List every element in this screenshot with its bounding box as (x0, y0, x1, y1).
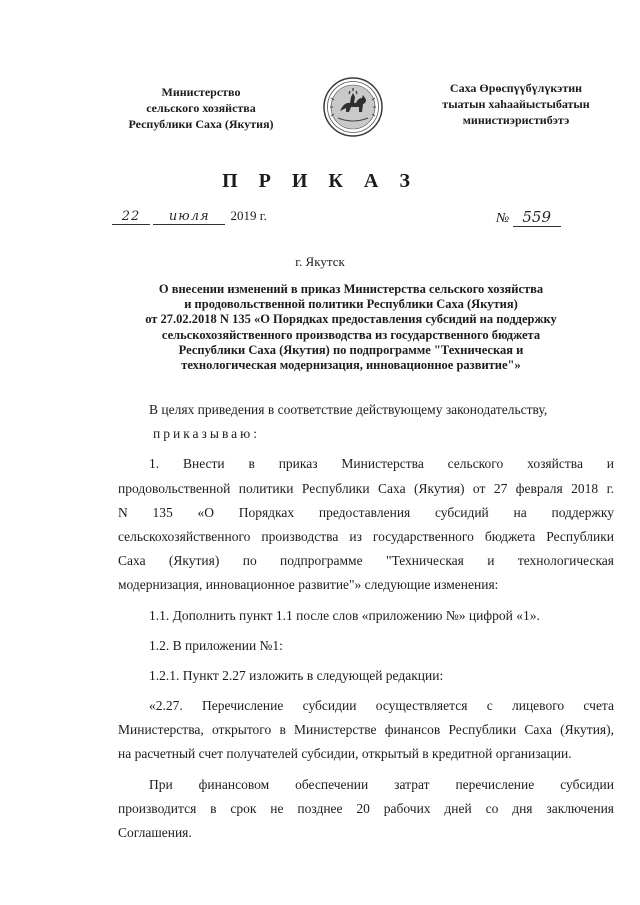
paragraph-line: продовольственной политики Республики Саха (Якутия) от 27 февраля 2018 г. (118, 480, 614, 496)
number-sign: № (496, 211, 510, 226)
date-day: 22 (112, 209, 150, 225)
subject-line: технологическая модернизация, инновационное развитие"» (181, 358, 521, 373)
subject-line: и продовольственной политики Республики Саха (Якутия) (184, 297, 518, 312)
paragraph-line: модернизация, инновационное развитие"» следующие изменения: (118, 577, 499, 593)
intro-paragraph: В целях приведения в соответствие действующему законодательству, (149, 402, 548, 417)
ministry-name-line: министиэристибэтэ (462, 113, 570, 127)
city-line: г. Якутск (295, 254, 345, 269)
ministry-name-line: сельского хозяйства (146, 101, 256, 115)
paragraph-1-1: 1.1. Дополнить пункт 1.1 после слов «приложению №» цифрой «1». (149, 607, 540, 623)
paragraph-1 (118, 452, 614, 597)
paragraph-line: «2.27. Перечисление субсидии осуществляется с лицевого счета (149, 698, 614, 714)
order-body (118, 398, 614, 845)
paragraph-line: При финансовом обеспечении затрат перечисление субсидии (149, 776, 614, 792)
paragraph-financing (118, 773, 614, 846)
subject-line: от 27.02.2018 N 135 «О Порядках предоставления субсидий на поддержку (145, 312, 557, 327)
paragraph-line: производится в срок не позднее 20 рабочих дней со дня заключения (118, 800, 614, 816)
paragraph-line: N 135 «О Порядках предоставления субсидий на поддержку (118, 504, 614, 520)
paragraph-line: Соглашения. (118, 825, 192, 840)
number-value: 559 (513, 208, 561, 227)
ministry-name-line: Саха Өрөспүүбүлүкэтин (449, 81, 583, 95)
paragraph-line: сельскохозяйственного производства из государственного бюджета Республики (118, 528, 614, 544)
date-month: июля (153, 209, 225, 225)
paragraph-line: Саха (Якутия) по подпрограмме "Техническая и технологическая (118, 553, 614, 569)
ministry-name-line: Министерство (161, 85, 241, 99)
paragraph-line: Министерства, открытого в Министерстве финансов Республики Саха (Якутия), (118, 722, 614, 738)
ministry-name-line: Республики Саха (Якутия) (128, 117, 274, 131)
order-subject (116, 282, 586, 373)
paragraph-line: 1. Внести в приказ Министерства сельского хозяйства и (149, 456, 614, 472)
subject-line: сельскохозяйственного производства из государственного бюджета (161, 327, 541, 342)
subject-line: Республики Саха (Якутия) по подпрограмме "Техническая и (178, 342, 524, 357)
ministry-name-line: тыатын хаһаайыстыбатын (442, 97, 590, 111)
order-date (112, 208, 267, 225)
ministry-name-yakut (396, 80, 636, 128)
date-year: 2019 г. (230, 208, 267, 223)
paragraph-2-27 (118, 694, 614, 767)
document-title: П Р И К А З (222, 170, 418, 192)
order-number (496, 208, 561, 227)
paragraph-1-2-1: 1.2.1. Пункт 2.27 изложить в следующей редакции: (149, 667, 444, 683)
paragraph-1-2: 1.2. В приложении №1: (149, 637, 283, 653)
order-word: приказываю: (153, 426, 260, 442)
paragraph-line: на расчетный счет получателей субсидии, открытый в кредитной организации. (118, 746, 572, 762)
republic-emblem-icon (322, 76, 384, 138)
subject-line: О внесении изменений в приказ Министерства сельского хозяйства (158, 282, 544, 296)
ministry-name-russian (96, 84, 306, 132)
